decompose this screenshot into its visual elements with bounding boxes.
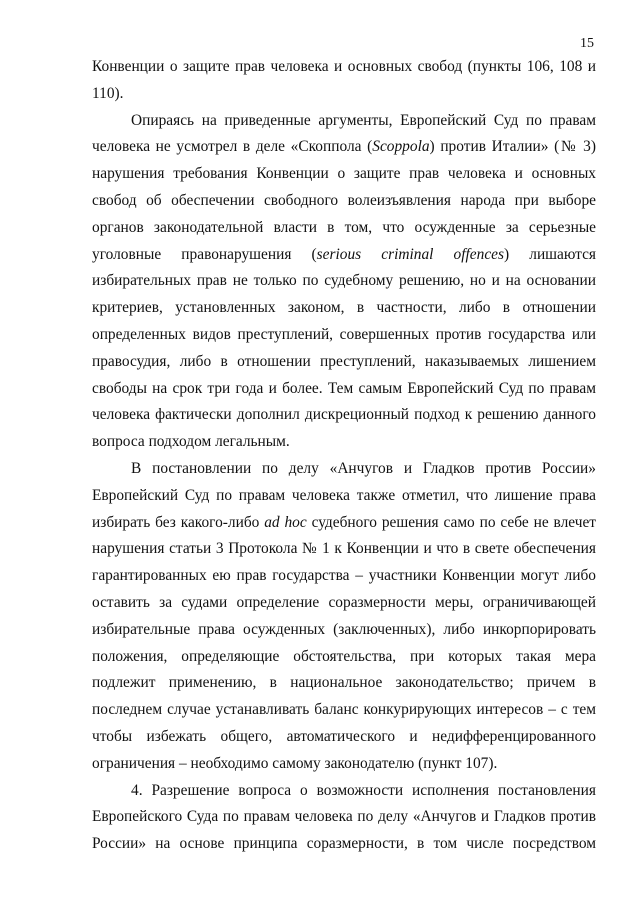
text-line: В постановлении по делу «Анчугов и Гладков против России» (131, 459, 596, 477)
text-line: человека не усмотрел в деле «Скоппола (Scoppola) против Италии» (№ 3) (92, 138, 596, 156)
text-line: ограничения – необходимо самому законодателю (пункт 107). (92, 754, 498, 772)
text-line: России» на основе принципа соразмерности, в том числе посредством (92, 835, 596, 853)
text-line: избирательных прав не только по судебному решению, но и на основании (92, 272, 596, 290)
text-line: Конвенции о защите прав человека и основных свобод (пункты 106, 108 и (92, 58, 596, 75)
text-line: органов законодательной власти в том, что осужденные за серьезные (92, 218, 596, 236)
text-line: положения, определяющие обстоятельства, при которых такая мера (92, 647, 596, 665)
text-line: свобод об обеспечении свободного волеизъявления народа при выборе (92, 191, 596, 209)
text-line: нарушения статьи 3 Протокола № 1 к Конвенции и что в свете обеспечения (92, 540, 596, 558)
text-line: человека фактически дополнил дискреционный подход к решению данного (92, 406, 596, 424)
page-number: 15 (580, 36, 594, 51)
text-line: вопроса подходом легальным. (92, 433, 290, 451)
text-line: определенных видов преступлений, совершенных против государства или (92, 325, 596, 343)
text-line: нарушения требования Конвенции о защите прав человека и основных (92, 165, 596, 183)
text-line: 110). (92, 84, 124, 102)
text-line: избирательные права осужденных (заключенных), либо инкорпорировать (92, 620, 596, 638)
text-line: 4. Разрешение вопроса о возможности исполнения постановления (131, 781, 596, 799)
text-line: Европейский Суд по правам человека также отметил, что лишение права (92, 486, 596, 504)
text-line: гарантированных ею прав государства – участники Конвенции могут либо (92, 567, 596, 585)
text-line: свободы на срок три года и более. Тем самым Европейский Суд по правам (92, 379, 596, 397)
text-line: правосудия, либо в отношении преступлений, наказываемых лишением (92, 352, 596, 370)
text-line: Европейского Суда по правам человека по делу «Анчугов и Гладков против (92, 808, 596, 826)
text-line: Опираясь на приведенные аргументы, Европейский Суд по правам (131, 111, 596, 129)
body-text (92, 54, 596, 858)
text-line: избирать без какого-либо ad hoc судебного решения само по себе не влечет (92, 513, 596, 531)
text-line: чтобы избежать общего, автоматического и недифференцированного (92, 727, 596, 745)
text-line: уголовные правонарушения (serious criminal offences) лишаются (92, 245, 596, 263)
text-line: критериев, установленных законом, в частности, либо в отношении (92, 299, 596, 317)
text-line: последнем случае устанавливать баланс конкурирующих интересов – с тем (92, 701, 596, 719)
text-line: оставить за судами определение соразмерности меры, ограничивающей (92, 593, 596, 611)
text-line: подлежит применению, в национальное законодательство; причем в (92, 674, 596, 692)
